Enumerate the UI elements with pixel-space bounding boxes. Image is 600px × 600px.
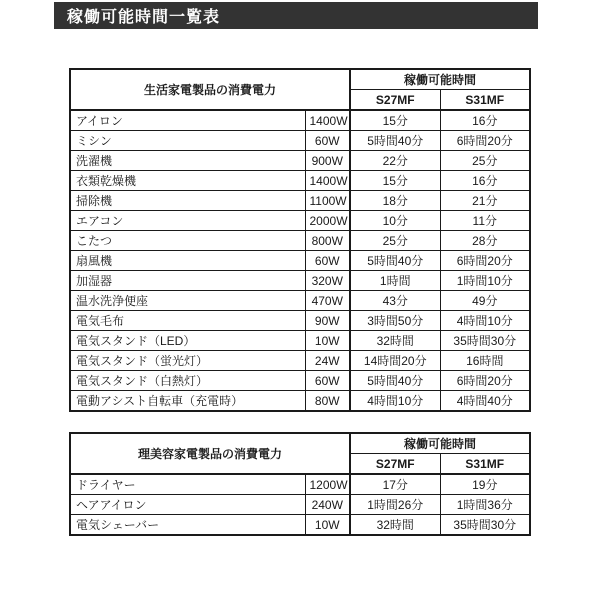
appliance-name-cell: 電動アシスト自転車（充電時） bbox=[70, 391, 305, 412]
s27mf-time-cell: 3時間50分 bbox=[350, 311, 440, 331]
s27mf-time-cell: 15分 bbox=[350, 171, 440, 191]
appliance-name-cell: 電気スタンド（白熱灯） bbox=[70, 371, 305, 391]
table-row bbox=[70, 371, 530, 391]
appliance-name-cell: ヘアアイロン bbox=[70, 495, 305, 515]
s27mf-time-cell: 15分 bbox=[350, 110, 440, 131]
s27mf-time-cell: 5時間40分 bbox=[350, 131, 440, 151]
table-row bbox=[70, 515, 530, 536]
s27mf-time-cell: 10分 bbox=[350, 211, 440, 231]
s31mf-time-cell: 16分 bbox=[440, 110, 530, 131]
table-row bbox=[70, 211, 530, 231]
s27mf-time-cell: 32時間 bbox=[350, 515, 440, 536]
s27mf-time-cell: 14時間20分 bbox=[350, 351, 440, 371]
appliance-name-cell: アイロン bbox=[70, 110, 305, 131]
wattage-cell: 1100W bbox=[305, 191, 350, 211]
s27mf-time-cell: 25分 bbox=[350, 231, 440, 251]
s31mf-time-cell: 16分 bbox=[440, 171, 530, 191]
column-header-s31mf: S31MF bbox=[440, 90, 530, 111]
column-header-s31mf: S31MF bbox=[440, 454, 530, 475]
wattage-cell: 1400W bbox=[305, 110, 350, 131]
header-row-group bbox=[70, 433, 530, 454]
wattage-cell: 470W bbox=[305, 291, 350, 311]
s27mf-time-cell: 5時間40分 bbox=[350, 371, 440, 391]
wattage-cell: 240W bbox=[305, 495, 350, 515]
wattage-cell: 1200W bbox=[305, 474, 350, 495]
s31mf-time-cell: 49分 bbox=[440, 291, 530, 311]
s31mf-time-cell: 6時間20分 bbox=[440, 371, 530, 391]
wattage-cell: 90W bbox=[305, 311, 350, 331]
operating-time-header: 稼働可能時間 bbox=[350, 69, 530, 90]
wattage-cell: 60W bbox=[305, 371, 350, 391]
beauty-table-body bbox=[70, 474, 530, 535]
table-row bbox=[70, 191, 530, 211]
appliance-name-cell: 衣類乾燥機 bbox=[70, 171, 305, 191]
table-row bbox=[70, 131, 530, 151]
appliance-name-cell: ミシン bbox=[70, 131, 305, 151]
table-row bbox=[70, 291, 530, 311]
wattage-cell: 24W bbox=[305, 351, 350, 371]
s27mf-time-cell: 22分 bbox=[350, 151, 440, 171]
appliance-name-cell: 電気毛布 bbox=[70, 311, 305, 331]
s31mf-time-cell: 19分 bbox=[440, 474, 530, 495]
table-row bbox=[70, 171, 530, 191]
appliance-name-cell: エアコン bbox=[70, 211, 305, 231]
beauty-table-header bbox=[70, 433, 530, 474]
table-row bbox=[70, 271, 530, 291]
appliance-name-cell: 洗濯機 bbox=[70, 151, 305, 171]
s31mf-time-cell: 35時間30分 bbox=[440, 331, 530, 351]
wattage-cell: 2000W bbox=[305, 211, 350, 231]
header-row-group bbox=[70, 69, 530, 90]
column-header-s27mf: S27MF bbox=[350, 454, 440, 475]
beauty-appliance-table bbox=[69, 432, 531, 536]
household-table-header bbox=[70, 69, 530, 110]
appliance-name-cell: 電気シェーバー bbox=[70, 515, 305, 536]
s31mf-time-cell: 1時間36分 bbox=[440, 495, 530, 515]
s27mf-time-cell: 18分 bbox=[350, 191, 440, 211]
wattage-cell: 10W bbox=[305, 331, 350, 351]
column-header-s27mf: S27MF bbox=[350, 90, 440, 111]
s27mf-time-cell: 1時間 bbox=[350, 271, 440, 291]
s27mf-time-cell: 43分 bbox=[350, 291, 440, 311]
appliance-name-cell: 温水洗浄便座 bbox=[70, 291, 305, 311]
wattage-cell: 800W bbox=[305, 231, 350, 251]
wattage-cell: 80W bbox=[305, 391, 350, 412]
s31mf-time-cell: 16時間 bbox=[440, 351, 530, 371]
s31mf-time-cell: 4時間40分 bbox=[440, 391, 530, 412]
beauty-group-header: 理美容家電製品の消費電力 bbox=[70, 433, 350, 474]
table-row bbox=[70, 474, 530, 495]
wattage-cell: 1400W bbox=[305, 171, 350, 191]
appliance-name-cell: 加湿器 bbox=[70, 271, 305, 291]
s27mf-time-cell: 32時間 bbox=[350, 331, 440, 351]
wattage-cell: 320W bbox=[305, 271, 350, 291]
s31mf-time-cell: 6時間20分 bbox=[440, 251, 530, 271]
s31mf-time-cell: 6時間20分 bbox=[440, 131, 530, 151]
s27mf-time-cell: 1時間26分 bbox=[350, 495, 440, 515]
appliance-name-cell: こたつ bbox=[70, 231, 305, 251]
table-row bbox=[70, 231, 530, 251]
appliance-name-cell: 扇風機 bbox=[70, 251, 305, 271]
s31mf-time-cell: 11分 bbox=[440, 211, 530, 231]
appliance-name-cell: 電気スタンド（蛍光灯） bbox=[70, 351, 305, 371]
table-row bbox=[70, 391, 530, 412]
table-row bbox=[70, 151, 530, 171]
s31mf-time-cell: 21分 bbox=[440, 191, 530, 211]
appliance-name-cell: 電気スタンド（LED） bbox=[70, 331, 305, 351]
appliance-name-cell: ドライヤー bbox=[70, 474, 305, 495]
table-row bbox=[70, 495, 530, 515]
table-row bbox=[70, 251, 530, 271]
household-group-header: 生活家電製品の消費電力 bbox=[70, 69, 350, 110]
table-row bbox=[70, 351, 530, 371]
s31mf-time-cell: 25分 bbox=[440, 151, 530, 171]
household-table-body bbox=[70, 110, 530, 411]
wattage-cell: 900W bbox=[305, 151, 350, 171]
wattage-cell: 60W bbox=[305, 251, 350, 271]
page-title: 稼働可能時間一覧表 bbox=[67, 9, 221, 26]
s31mf-time-cell: 28分 bbox=[440, 231, 530, 251]
table-row bbox=[70, 331, 530, 351]
wattage-cell: 60W bbox=[305, 131, 350, 151]
s27mf-time-cell: 5時間40分 bbox=[350, 251, 440, 271]
appliance-name-cell: 掃除機 bbox=[70, 191, 305, 211]
wattage-cell: 10W bbox=[305, 515, 350, 536]
s31mf-time-cell: 1時間10分 bbox=[440, 271, 530, 291]
s27mf-time-cell: 17分 bbox=[350, 474, 440, 495]
s31mf-time-cell: 35時間30分 bbox=[440, 515, 530, 536]
page-title-bar bbox=[54, 2, 538, 29]
s31mf-time-cell: 4時間10分 bbox=[440, 311, 530, 331]
household-appliance-table bbox=[69, 68, 531, 412]
table-row bbox=[70, 110, 530, 131]
operating-time-header: 稼働可能時間 bbox=[350, 433, 530, 454]
table-row bbox=[70, 311, 530, 331]
s27mf-time-cell: 4時間10分 bbox=[350, 391, 440, 412]
